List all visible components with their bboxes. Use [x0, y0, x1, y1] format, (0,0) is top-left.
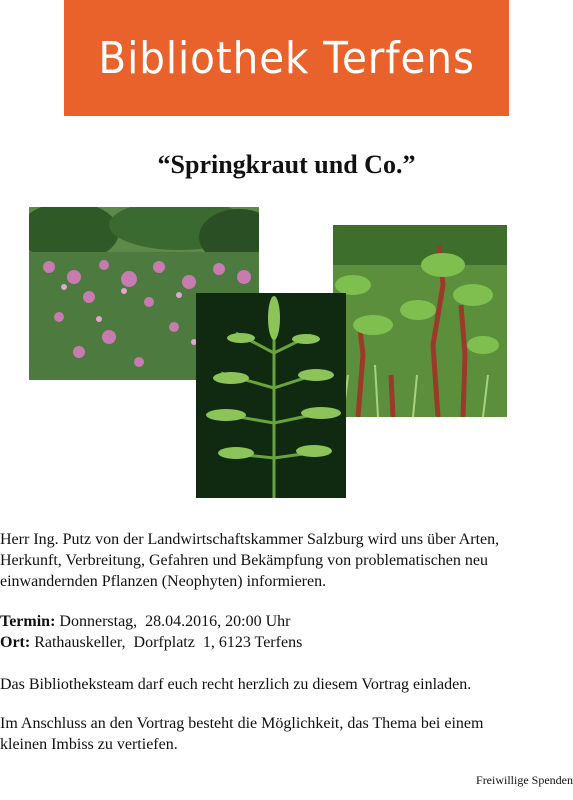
date-label: Termin:: [0, 613, 56, 630]
date-value: Donnerstag, 28.04.2016, 20:00 Uhr: [55, 613, 291, 630]
title-banner: [64, 0, 509, 116]
intro-line: einwandernden Pflanzen (Neophyten) informieren.: [0, 573, 327, 590]
intro-line: Herr Ing. Putz von der Landwirtschaftskammer Salzburg wird uns über Arten,: [0, 531, 500, 548]
event-headline: “Springkraut und Co.”: [157, 150, 416, 179]
invitation-line: Das Bibliotheksteam darf euch recht herzlich zu diesem Vortrag einladen.: [0, 676, 472, 693]
knotweed-photo: [333, 225, 507, 417]
intro-line: Herkunft, Verbreitung, Gefahren und Bekämpfung von problematischen neu: [0, 552, 489, 569]
location-label: Ort:: [0, 634, 31, 651]
event-date-line: [0, 613, 291, 631]
donations-note: Freiwillige Spenden: [476, 773, 573, 787]
invitation-paragraph: [0, 674, 573, 695]
ragweed-photo: [196, 293, 346, 498]
snack-line: Im Anschluss an den Vortrag besteht die Möglichkeit, das Thema bei einem: [0, 715, 484, 732]
intro-paragraph: [0, 529, 573, 592]
library-name: Bibliothek Terfens: [98, 32, 475, 84]
event-location-line: [0, 634, 302, 652]
snack-paragraph: [0, 713, 573, 755]
snack-line: kleinen Imbiss zu vertiefen.: [0, 736, 178, 753]
location-value: Rathauskeller, Dorfplatz 1, 6123 Terfens: [30, 634, 303, 651]
